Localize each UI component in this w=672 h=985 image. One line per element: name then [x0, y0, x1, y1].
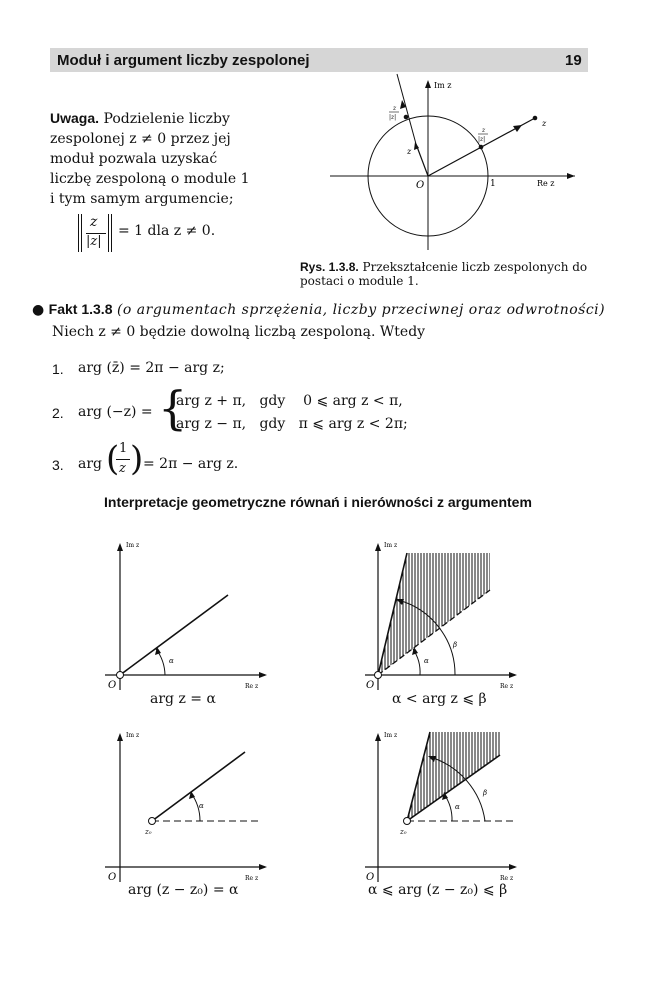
fact-label: Fakt 1.3.8 [48, 301, 113, 317]
item-2-number: 2. [52, 405, 64, 421]
fig1-im-label: Im z [434, 81, 452, 90]
d1-origin-label: O [108, 680, 117, 691]
item-3-rhs: = 2π − arg z. [143, 456, 239, 472]
diagram-arg-shifted-between [360, 727, 560, 887]
figure-caption [300, 260, 600, 288]
fig1-z-label-left: z [407, 147, 412, 156]
d1-im-label: Im z [126, 542, 140, 549]
diagram-1-caption: arg z = α [150, 691, 216, 707]
item-1-number: 1. [52, 361, 64, 377]
svg-text:|z|: |z| [389, 114, 397, 121]
d3-im-label: Im z [126, 732, 140, 739]
item-1-formula: arg (z̄) = 2π − arg z; [78, 360, 225, 376]
d2-im-label: Im z [384, 542, 398, 549]
d3-alpha-label: α [199, 802, 204, 810]
d2-beta-label: β [453, 641, 458, 649]
d4-beta-label: β [483, 789, 488, 797]
fig1-re-label: Re z [537, 179, 555, 188]
diagram-4-caption: α ⩽ arg (z − z₀) ⩽ β [368, 882, 508, 898]
d4-im-label: Im z [384, 732, 398, 739]
hatched-region [378, 553, 490, 675]
d2-re-label: Re z [500, 683, 514, 690]
fig1-z-label-right: z [542, 119, 547, 128]
d4-origin-label: O [366, 872, 375, 883]
note-text: Podzielenie liczby zespolonej z ≠ 0 przez jej moduł pozwala uzyskać liczbę zespoloną o module 1 i tym samym argumencie; [50, 111, 250, 207]
item-2-lhs: arg (−z) = [78, 404, 153, 420]
note-label: Uwaga. [50, 110, 100, 126]
item-3-fraction: ( 1 z ) [106, 439, 144, 479]
fact-intro: Niech z ≠ 0 będzie dowolną liczbą zespoloną. Wtedy [52, 324, 426, 340]
fact-heading: ● Fakt 1.3.8 (o argumentach sprzężenia, liczby przeciwnej oraz odwrotności) [32, 301, 606, 318]
hatched-region [407, 732, 500, 821]
page-header-title: Moduł i argument liczby zespolonej [57, 52, 310, 69]
diagram-arg-equals-alpha [95, 535, 285, 695]
d3-origin-label: O [108, 872, 117, 883]
fig1-origin-label: O [416, 180, 425, 191]
d3-re-label: Re z [245, 875, 259, 882]
figure-caption-number: Rys. 1.3.8. [300, 260, 359, 274]
svg-text:|z|: |z| [478, 136, 486, 143]
svg-text:z: z [393, 105, 397, 112]
fact-subtitle: (o argumentach sprzężenia, liczby przeciwnej oraz odwrotności) [116, 302, 606, 318]
page-number: 19 [565, 52, 582, 69]
d4-z0-label: z₀ [400, 828, 407, 836]
diagram-arg-between-alpha-beta [360, 535, 560, 695]
diagram-2-caption: α < arg z ⩽ β [392, 691, 487, 707]
d4-alpha-label: α [455, 803, 460, 811]
point-normalized-right [479, 145, 484, 150]
d2-alpha-label: α [424, 657, 429, 665]
d1-re-label: Re z [245, 683, 259, 690]
point-z-right [533, 116, 538, 121]
d4-re-label: Re z [500, 875, 514, 882]
item-2-case-1: arg z + π, gdy 0 ⩽ arg z < π, [176, 393, 403, 409]
d1-alpha-label: α [169, 657, 174, 665]
section-title: Interpretacje geometryczne równań i nierówności z argumentem [104, 494, 532, 510]
d3-z0-label: z₀ [145, 828, 152, 836]
note-paragraph [50, 108, 250, 209]
note-formula-text: = 1 dla z ≠ 0. [118, 223, 216, 239]
item-2-brace: { [158, 381, 188, 435]
d2-origin-label: O [366, 680, 375, 691]
item-3-lhs: arg [78, 456, 103, 472]
item-2-case-2: arg z − π, gdy π ⩽ arg z < 2π; [176, 416, 408, 432]
svg-text:z: z [482, 127, 486, 134]
fig1-one-label: 1 [490, 179, 496, 189]
ray [120, 595, 228, 675]
figure-unit-circle [330, 72, 580, 252]
figure-caption-text: Przekształcenie liczb zespolonych do postaci o module 1. [300, 260, 588, 288]
diagram-3-caption: arg (z − z₀) = α [128, 882, 239, 898]
diagram-arg-shifted-equals-alpha [95, 727, 285, 887]
point-normalized-left [404, 115, 409, 120]
item-3-number: 3. [52, 457, 64, 473]
